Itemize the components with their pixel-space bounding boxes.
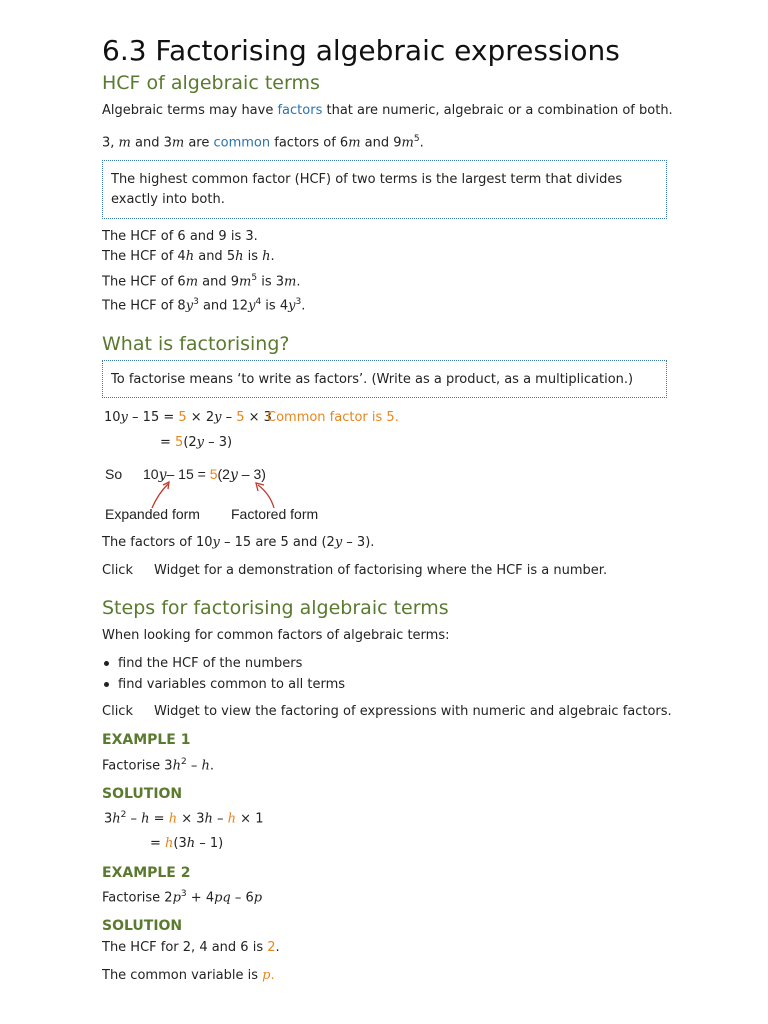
page-title: 6.3 Factorising algebraic expressions bbox=[102, 34, 620, 67]
math-var: y bbox=[214, 410, 222, 425]
hcf-example-3 bbox=[102, 273, 301, 289]
factorising-working-line-1 bbox=[104, 410, 272, 425]
math-var: y bbox=[248, 298, 256, 314]
text: – 15 are 5 and (2 bbox=[219, 535, 335, 550]
math-var: h bbox=[141, 811, 150, 827]
text: . bbox=[275, 940, 280, 955]
text: Factorise 2 bbox=[102, 890, 173, 906]
text: – bbox=[126, 811, 142, 827]
factorise-definition-box bbox=[102, 360, 667, 398]
math-var: h bbox=[204, 811, 213, 827]
steps-list bbox=[102, 653, 345, 695]
math-var: m bbox=[401, 135, 414, 151]
example-1-label: EXAMPLE 1 bbox=[102, 732, 191, 748]
factorise-definition-text: To factorise means ‘to write as factors’. (Write as a product, as a multiplication.) bbox=[111, 372, 634, 387]
math-var: m bbox=[239, 274, 252, 290]
hcf-example-2 bbox=[102, 249, 275, 264]
text: and 9 bbox=[198, 274, 240, 290]
math-var: y bbox=[196, 435, 205, 450]
text: (2 bbox=[217, 466, 230, 482]
text: . bbox=[301, 298, 306, 314]
text: and 3 bbox=[130, 135, 172, 151]
text: is 3 bbox=[257, 274, 285, 290]
common-factors-line bbox=[102, 134, 424, 150]
example-2-label: EXAMPLE 2 bbox=[102, 865, 191, 881]
text: The HCF of 6 bbox=[102, 274, 186, 290]
text: that are numeric, algebraic or a combination of both. bbox=[322, 103, 673, 118]
click-label-2: Click bbox=[102, 704, 133, 719]
hcf-definition-box bbox=[102, 160, 667, 219]
highlight: 5 bbox=[175, 435, 184, 450]
math-var: h bbox=[201, 758, 210, 774]
highlight: 2 bbox=[267, 940, 276, 955]
hcf-example-1: The HCF of 6 and 9 is 3. bbox=[102, 229, 258, 244]
highlight: 5 bbox=[178, 410, 187, 425]
exponent: 2 bbox=[120, 810, 127, 820]
list-item-text: find variables common to all terms bbox=[118, 677, 346, 692]
exponent: 4 bbox=[255, 297, 262, 307]
math-var: y bbox=[120, 410, 128, 425]
steps-intro: When looking for common factors of algebraic terms: bbox=[102, 628, 450, 643]
exponent: 3 bbox=[193, 297, 199, 307]
list-item bbox=[102, 653, 345, 674]
highlight: p bbox=[262, 968, 271, 983]
text: – 3). bbox=[342, 535, 375, 550]
text: – 3) bbox=[237, 466, 266, 482]
common-factor-note: Common factor is 5. bbox=[267, 410, 399, 425]
list-item bbox=[102, 674, 345, 695]
list-item-text: find the HCF of the numbers bbox=[118, 656, 303, 671]
text: Algebraic terms may have bbox=[102, 103, 278, 118]
example-1-question bbox=[102, 757, 214, 773]
text: = bbox=[150, 836, 166, 851]
text: (3 bbox=[173, 836, 187, 851]
text: are bbox=[184, 135, 214, 151]
text: . bbox=[209, 758, 214, 774]
text: – 3) bbox=[204, 435, 233, 450]
math-var: p bbox=[172, 890, 181, 906]
text: – 1) bbox=[195, 836, 224, 851]
math-var: y bbox=[334, 535, 343, 550]
text: . bbox=[270, 249, 275, 264]
math-var: h bbox=[112, 811, 121, 827]
example-1-solution-line-1 bbox=[104, 810, 263, 826]
example-2-solution-label: SOLUTION bbox=[102, 918, 183, 934]
text: × 1 bbox=[236, 811, 264, 827]
hcf-definition-text: The highest common factor (HCF) of two terms is the largest term that divides exactly into both. bbox=[111, 172, 623, 207]
exponent: 5 bbox=[251, 273, 258, 283]
highlight: 5 bbox=[209, 466, 218, 482]
widget-link-1[interactable]: Widget bbox=[154, 563, 200, 578]
text: is 4 bbox=[261, 298, 289, 314]
text: (2 bbox=[183, 435, 197, 450]
bullet-icon bbox=[104, 661, 109, 666]
text: = bbox=[160, 435, 176, 450]
math-var: h bbox=[185, 249, 195, 264]
factors-statement bbox=[102, 535, 374, 550]
exponent: 2 bbox=[180, 757, 187, 767]
text: – bbox=[221, 410, 237, 425]
math-var: y bbox=[212, 535, 220, 550]
math-var: m bbox=[348, 135, 361, 151]
text: and 12 bbox=[198, 298, 249, 314]
highlight: 5 bbox=[236, 410, 245, 425]
text: 3, bbox=[102, 135, 119, 151]
math-var: y bbox=[229, 467, 238, 483]
widget-description-1: for a demonstration of factorising where the HCF is a number. bbox=[204, 563, 608, 578]
widget-link-2[interactable]: Widget bbox=[154, 704, 200, 719]
text: + 4 bbox=[186, 890, 215, 906]
math-var: m bbox=[171, 135, 185, 151]
text: The factors of 10 bbox=[102, 535, 213, 550]
math-var: pq bbox=[214, 890, 231, 906]
text: × 2 bbox=[186, 410, 215, 425]
text: – 6 bbox=[230, 890, 254, 906]
text: . bbox=[270, 968, 275, 983]
text: The HCF of 8 bbox=[102, 298, 186, 314]
example-2-question bbox=[102, 889, 262, 905]
section-heading-what-is-factorising: What is factorising? bbox=[102, 333, 290, 355]
math-var: p bbox=[253, 890, 263, 906]
text: – bbox=[186, 758, 202, 774]
math-var: h bbox=[262, 249, 271, 264]
exponent: 5 bbox=[413, 134, 420, 144]
arrow-to-factored bbox=[258, 485, 274, 508]
text: × 3 bbox=[177, 811, 205, 827]
text: and 5 bbox=[194, 249, 236, 264]
math-var: y bbox=[185, 298, 194, 314]
expanded-form-label: Expanded form bbox=[105, 506, 200, 522]
bullet-icon bbox=[104, 682, 109, 687]
text: 3 bbox=[104, 811, 113, 827]
arrow-to-expanded bbox=[152, 484, 168, 508]
widget-description-2: to view the factoring of expressions with numeric and algebraic factors. bbox=[204, 704, 672, 719]
highlight: h bbox=[227, 811, 237, 827]
text: The common variable is bbox=[102, 968, 263, 983]
click-label-1: Click bbox=[102, 563, 133, 578]
text: The HCF of 4 bbox=[102, 249, 186, 264]
text: 10 bbox=[143, 466, 159, 482]
figure-so-label: So bbox=[105, 466, 123, 482]
factored-form-label: Factored form bbox=[231, 506, 319, 522]
text: – 15 = bbox=[166, 466, 210, 482]
math-var: m bbox=[118, 135, 131, 151]
text: Factorise 3 bbox=[102, 758, 173, 774]
example-1-solution-line-2 bbox=[150, 836, 223, 851]
factorising-working-line-2 bbox=[160, 435, 232, 450]
math-var: m bbox=[185, 274, 199, 290]
text: is bbox=[243, 249, 263, 264]
text: – 15 = bbox=[127, 410, 179, 425]
text: . bbox=[419, 135, 424, 151]
text: × 3 bbox=[244, 410, 272, 425]
example-2-hcf-line bbox=[102, 940, 280, 955]
math-var: h bbox=[172, 758, 181, 774]
example-2-common-variable-line bbox=[102, 968, 275, 983]
exponent: 3 bbox=[180, 889, 187, 899]
exponent: 3 bbox=[295, 297, 302, 307]
factors-link[interactable]: factors bbox=[277, 103, 323, 118]
example-1-solution-label: SOLUTION bbox=[102, 786, 183, 802]
text: – bbox=[212, 811, 228, 827]
section-heading-hcf: HCF of algebraic terms bbox=[102, 72, 320, 94]
section-heading-steps: Steps for factorising algebraic terms bbox=[102, 597, 449, 619]
text: factors of 6 bbox=[270, 135, 349, 151]
text: and 9 bbox=[360, 135, 402, 151]
text: The HCF for 2, 4 and 6 is bbox=[102, 940, 268, 955]
math-var: h bbox=[186, 836, 196, 851]
text: 10 bbox=[104, 410, 121, 425]
hcf-example-4 bbox=[102, 297, 305, 313]
text: . bbox=[296, 274, 301, 290]
text: = bbox=[149, 811, 169, 827]
math-var: y bbox=[288, 298, 296, 314]
highlight: h bbox=[165, 836, 174, 851]
math-var: h bbox=[235, 249, 244, 264]
intro-paragraph bbox=[102, 103, 673, 118]
common-link[interactable]: common bbox=[213, 135, 271, 151]
highlight: h bbox=[168, 811, 178, 827]
math-var: m bbox=[284, 274, 297, 290]
math-var: y bbox=[158, 467, 167, 483]
